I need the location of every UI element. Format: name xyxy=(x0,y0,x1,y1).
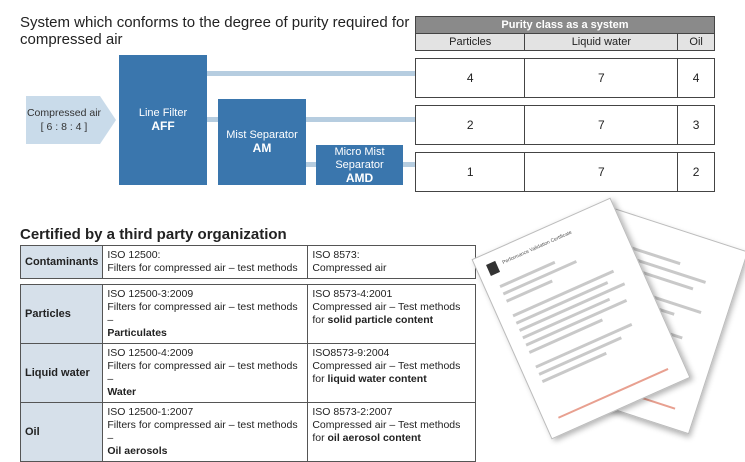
certificate-logo-icon xyxy=(486,261,500,276)
micro-mist-name-1: Micro Mist xyxy=(334,145,385,158)
mist-separator-name: Mist Separator xyxy=(226,129,298,141)
purity-class-table xyxy=(415,16,715,192)
standard-desc: Filters for compressed air – test methods – xyxy=(107,360,298,385)
purity-cell: 2 xyxy=(678,153,715,192)
page-title: System which conforms to the degree of purity required for compressed air xyxy=(20,14,410,48)
cert-row-particles xyxy=(21,285,476,344)
micro-mist-separator-box xyxy=(316,145,403,185)
purity-cell: 7 xyxy=(525,59,678,98)
standard-code: ISO 12500-1:2007 xyxy=(107,406,194,418)
standard-code: ISO 12500: xyxy=(107,249,161,261)
iso12500-cell xyxy=(103,403,308,462)
cert-row-contaminants xyxy=(21,246,476,279)
purity-cell: 1 xyxy=(416,153,525,192)
row-label: Contaminants xyxy=(21,246,103,279)
certification-table xyxy=(20,245,476,462)
cert-row-oil xyxy=(21,403,476,462)
purity-cell: 7 xyxy=(525,153,678,192)
purity-cell: 3 xyxy=(678,106,715,145)
standard-desc: Compressed air – Test methods xyxy=(312,419,461,431)
standard-prefix: for xyxy=(312,432,328,444)
standard-code: ISO 8573-2:2007 xyxy=(312,406,393,418)
standard-subject: Water xyxy=(107,386,137,398)
standard-code: ISO8573-9:2004 xyxy=(312,347,390,359)
purity-row-amd xyxy=(416,153,715,192)
certificate-heading: Performance Validation Certificate xyxy=(501,229,573,266)
purity-cell: 4 xyxy=(416,59,525,98)
purity-cell: 7 xyxy=(525,106,678,145)
standard-code: ISO 8573: xyxy=(312,249,360,261)
iso12500-cell xyxy=(103,344,308,403)
column-liquid-water: Liquid water xyxy=(525,34,678,51)
purity-cell: 4 xyxy=(678,59,715,98)
purity-row-am xyxy=(416,106,715,145)
iso8573-cell xyxy=(308,344,476,403)
standard-prefix: for xyxy=(312,373,328,385)
standard-desc: Filters for compressed air – test methods – xyxy=(107,301,298,326)
connector-line-aff xyxy=(207,71,415,76)
iso8573-cell xyxy=(308,285,476,344)
purity-header: Purity class as a system xyxy=(416,17,715,34)
standard-desc: Filters for compressed air – test methods – xyxy=(107,419,298,444)
connector-line-amd xyxy=(403,162,415,167)
mist-separator-code: AM xyxy=(252,141,272,155)
iso8573-cell xyxy=(308,246,476,279)
line-filter-code: AFF xyxy=(151,119,175,133)
standard-desc: Compressed air xyxy=(312,262,387,274)
row-label: Particles xyxy=(21,285,103,344)
standard-desc: Compressed air – Test methods xyxy=(312,360,461,372)
column-particles: Particles xyxy=(416,34,525,51)
standard-code: ISO 8573-4:2001 xyxy=(312,288,393,300)
purity-row-aff xyxy=(416,59,715,98)
micro-mist-name-2: Separator xyxy=(335,158,384,171)
line-filter-name: Line Filter xyxy=(138,107,188,119)
standard-desc: Compressed air – Test methods xyxy=(312,301,461,313)
connector-line-am xyxy=(306,117,415,122)
standard-subject: oil aerosol content xyxy=(327,432,421,444)
standard-code: ISO 12500-4:2009 xyxy=(107,347,194,359)
column-oil: Oil xyxy=(678,34,715,51)
certified-title: Certified by a third party organization xyxy=(20,226,287,243)
iso8573-cell xyxy=(308,403,476,462)
standard-subject: liquid water content xyxy=(327,373,427,385)
mist-separator-box xyxy=(218,99,306,185)
standard-desc: Filters for compressed air – test methods xyxy=(107,262,298,274)
row-label: Oil xyxy=(21,403,103,462)
line-filter-box xyxy=(119,55,207,185)
standard-subject: Particulates xyxy=(107,327,167,339)
standard-subject: solid particle content xyxy=(327,314,434,326)
cert-row-liquid-water xyxy=(21,344,476,403)
purity-cell: 2 xyxy=(416,106,525,145)
iso12500-cell xyxy=(103,246,308,279)
compressed-air-value: [ 6 : 8 : 4 ] xyxy=(40,121,88,133)
iso12500-cell xyxy=(103,285,308,344)
standard-subject: Oil aerosols xyxy=(107,445,168,457)
compressed-air-label: Compressed air xyxy=(26,107,102,119)
standard-code: ISO 12500-3:2009 xyxy=(107,288,194,300)
micro-mist-code: AMD xyxy=(345,170,374,185)
standard-prefix: for xyxy=(312,314,328,326)
row-label: Liquid water xyxy=(21,344,103,403)
